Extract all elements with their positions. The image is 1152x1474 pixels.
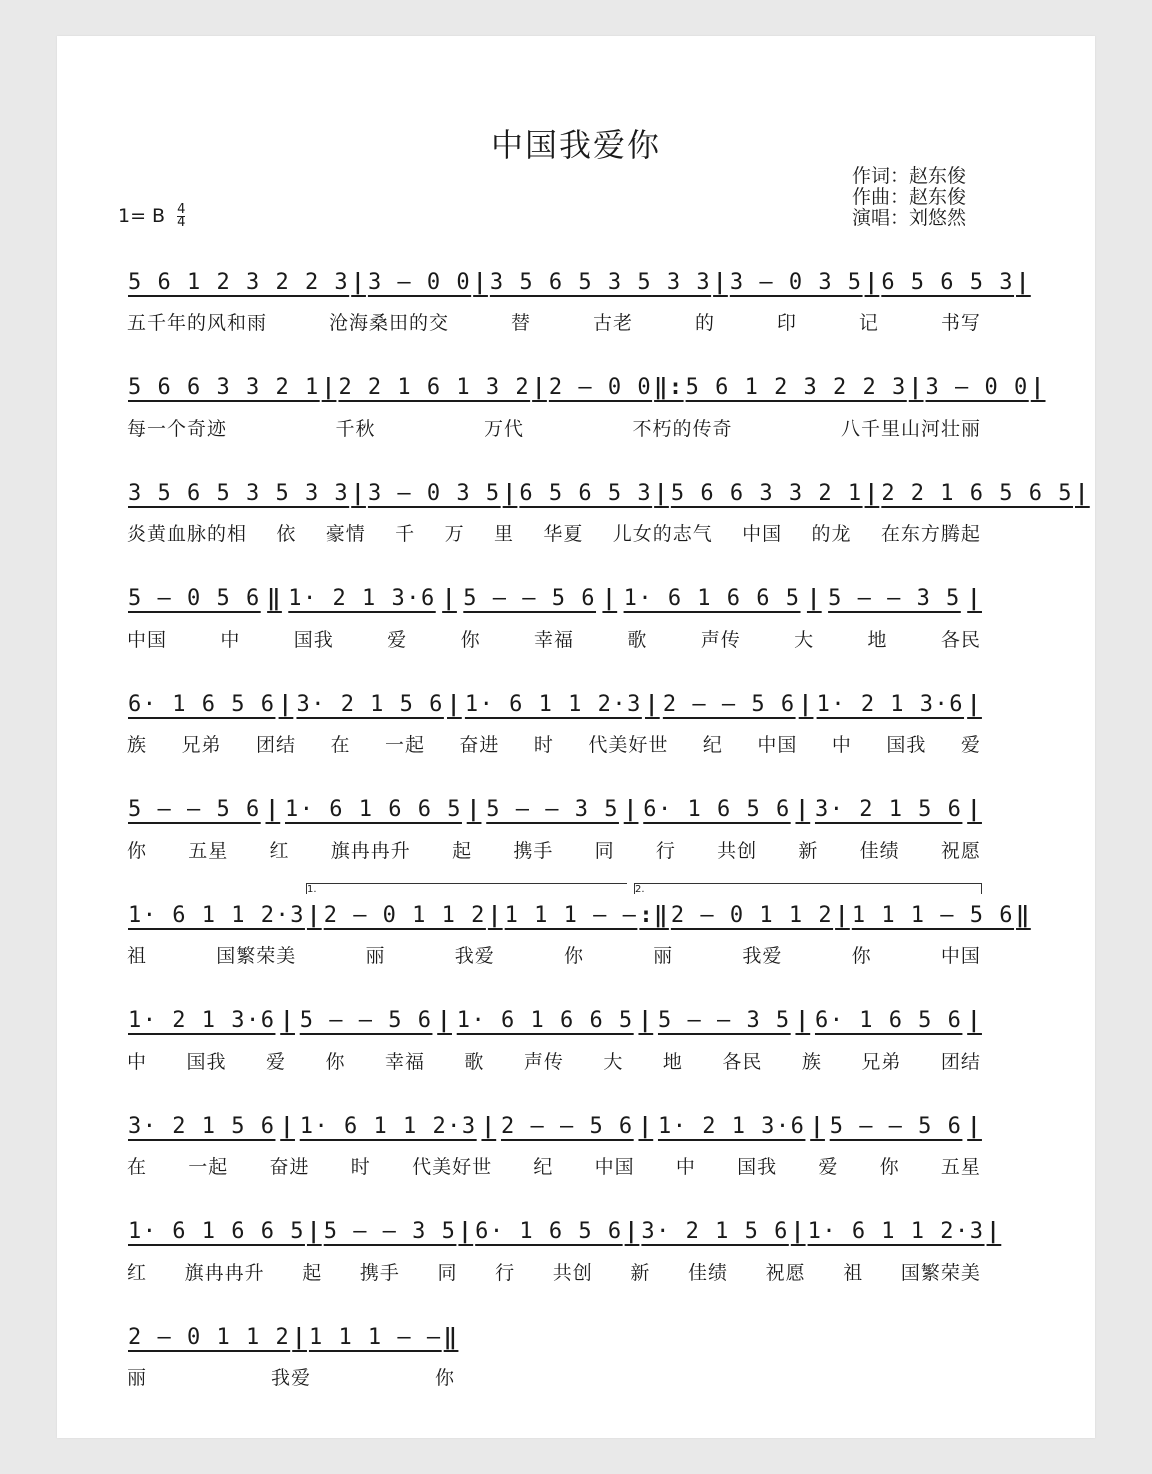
lyric-word: 祝愿 — [940, 839, 981, 862]
measure-notes: 6· 1 6 5 6 — [475, 1219, 623, 1244]
measure-notes: 3· 2 1 5 6 — [814, 797, 963, 822]
measure-notes: 3 – 0 3 5 — [367, 480, 501, 506]
lyric-word: 代美好世 — [412, 1156, 493, 1178]
measure-notes: 5 – – 5 6 — [299, 1008, 433, 1033]
lyric-word: 依 — [276, 523, 297, 545]
lyric-word: 儿女的志气 — [612, 523, 713, 545]
barline: | — [278, 691, 294, 717]
lyric-word: 万代 — [483, 417, 524, 440]
key-label: 1= B — [118, 205, 166, 227]
barline: | — [487, 902, 503, 928]
lyric-word: 歌 — [464, 1050, 485, 1073]
lyric-word: 炎黄血脉的相 — [127, 523, 248, 545]
barline: | — [437, 1008, 452, 1033]
measure-notes: 5 – – 3 5 — [486, 797, 619, 822]
lyric-word: 国我 — [737, 1156, 778, 1178]
lyric-word: 八千里山河壮丽 — [840, 417, 981, 440]
measure-notes: 6· 1 6 5 6 — [128, 691, 276, 717]
lyrics-line — [126, 1363, 456, 1390]
lyric-word: 丽 — [365, 945, 386, 967]
lyric-word: 祖 — [843, 1261, 864, 1284]
lyric-word: 声传 — [523, 1050, 564, 1073]
barline: | — [908, 375, 924, 400]
lyric-word: 幸福 — [533, 628, 574, 651]
lyric-word: 每一个奇迹 — [127, 417, 228, 440]
lyric-word: 一起 — [188, 1156, 229, 1178]
singer-credit: 演唱：刘悠然 — [852, 207, 967, 229]
lyric-word: 奋进 — [269, 1156, 310, 1178]
barline: | — [351, 269, 366, 295]
measure-notes: 1· 6 1 1 2·3 — [807, 1219, 985, 1244]
barline: | — [795, 797, 811, 822]
lyric-word: 祝愿 — [765, 1261, 806, 1284]
measure-notes: 6· 1 6 5 6 — [814, 1008, 963, 1033]
lyric-word: 我爱 — [742, 945, 783, 967]
measure-notes: 1· 6 1 6 6 5 — [285, 797, 462, 822]
lyric-word: 各民 — [940, 628, 981, 651]
barline: | — [967, 797, 982, 822]
barline: | — [532, 375, 547, 400]
lyric-word: 代美好世 — [588, 734, 669, 756]
lyric-word: 大 — [603, 1050, 624, 1073]
barline: | — [458, 1219, 474, 1244]
lyrics-line — [126, 414, 982, 441]
lyric-word: 丽 — [653, 945, 674, 967]
lyric-word: 携手 — [513, 839, 554, 862]
measure-notes: 5 6 1 2 3 2 2 3 — [685, 375, 907, 400]
lyric-word: 你 — [879, 1156, 900, 1178]
lyric-word: 五星 — [188, 839, 229, 862]
barline: | — [624, 1219, 640, 1244]
lyric-word: 地 — [662, 1050, 683, 1073]
lyric-word: 起 — [302, 1261, 323, 1284]
measure-notes: 1 1 1 – – — [504, 902, 638, 928]
barline: | — [602, 586, 618, 611]
barline: | — [795, 1008, 811, 1033]
barline: | — [654, 480, 669, 506]
lyric-word: 佳绩 — [688, 1261, 729, 1284]
lyric-word: 声传 — [700, 628, 741, 651]
lyric-word: 各民 — [722, 1050, 763, 1073]
lyrics-line — [126, 941, 982, 968]
barline: | — [280, 1113, 295, 1139]
score-system-6 — [126, 790, 982, 870]
lyric-word: 旗冉冉升 — [184, 1261, 265, 1284]
measure-notes: 5 – – 5 6 — [463, 586, 597, 611]
lyric-word: 中国 — [940, 945, 981, 967]
lyric-word: 你 — [851, 945, 872, 967]
lyrics-line — [126, 730, 982, 757]
lyric-word: 国我 — [293, 628, 334, 651]
measure-notes: 2 – – 5 6 — [500, 1113, 634, 1139]
score-system-7 — [126, 884, 1031, 975]
notation-line — [126, 1317, 459, 1357]
lyric-word: 在 — [330, 734, 351, 756]
lyric-word: 书写 — [940, 312, 981, 334]
lyric-word: 国我 — [886, 734, 927, 756]
measure-notes: 3 – 0 0 — [925, 375, 1029, 400]
measure-notes: 2 – 0 1 1 2 — [128, 1324, 291, 1350]
composer-credit: 作曲：赵东俊 — [852, 186, 967, 208]
notation-line — [126, 790, 982, 830]
lyric-word: 兄弟 — [181, 734, 222, 756]
barline: | — [1016, 269, 1031, 295]
notation-line — [126, 1106, 982, 1146]
measure-notes: 1· 2 1 3·6 — [128, 1008, 276, 1033]
lyric-word: 沧海桑田的交 — [328, 312, 449, 334]
lyric-word: 共创 — [717, 839, 758, 862]
lyric-word: 在东方腾起 — [880, 523, 981, 545]
lyric-word: 行 — [655, 839, 676, 862]
notation-line — [126, 473, 1090, 513]
measure-notes: 5 – – 3 5 — [323, 1219, 457, 1244]
lyric-word: 兄弟 — [861, 1050, 902, 1073]
lyric-word: 替 — [510, 312, 531, 334]
barline: | — [810, 1113, 825, 1139]
lyric-word: 中 — [831, 734, 852, 756]
barline: | — [864, 480, 880, 506]
measure-notes: 5 – – 3 5 — [657, 1008, 791, 1033]
lyric-word: 团结 — [940, 1050, 981, 1073]
lyric-word: 古老 — [592, 312, 633, 334]
lyric-word: 同 — [437, 1261, 458, 1284]
measure-notes: 6· 1 6 5 6 — [643, 797, 791, 822]
measure-notes: 3· 2 1 5 6 — [128, 1113, 276, 1139]
barline: | — [481, 1113, 497, 1139]
measure-notes: 1· 6 1 6 6 5 — [128, 1219, 305, 1244]
lyric-word: 不朽的传奇 — [632, 417, 733, 440]
barline: | — [986, 1219, 1002, 1244]
lyric-word: 爱 — [818, 1156, 839, 1178]
notation-line — [126, 684, 982, 724]
lyric-word: 爱 — [960, 734, 981, 756]
barline: | — [967, 1113, 982, 1139]
score-system-4 — [126, 579, 982, 659]
lyric-word: 起 — [452, 839, 473, 862]
measure-notes: 3 5 6 5 3 5 3 3 — [128, 480, 350, 506]
lyric-word: 你 — [325, 1050, 346, 1073]
lyric-word: 时 — [533, 734, 554, 756]
barline: | — [638, 1113, 654, 1139]
lyric-word: 旗冉冉升 — [330, 839, 411, 862]
barline: | — [1030, 375, 1046, 400]
barline: | — [806, 586, 822, 611]
barline: | — [265, 797, 281, 822]
lyric-word: 五千年的风和雨 — [127, 312, 268, 334]
measure-notes: 2 – 0 1 1 2 — [670, 902, 834, 928]
lyric-word: 的 — [694, 312, 715, 334]
notation-line — [126, 579, 982, 619]
lyric-word: 在 — [127, 1156, 148, 1178]
measure-notes: 2 2 1 6 5 6 5 — [881, 480, 1073, 506]
lyric-word: 中国 — [594, 1156, 635, 1178]
measure-notes: 1· 2 1 3·6 — [288, 586, 436, 611]
measure-notes: 5 6 6 3 3 2 1 — [128, 375, 320, 400]
lyrics-line — [126, 308, 982, 335]
key-signature — [118, 204, 185, 229]
lyric-word: 华夏 — [543, 523, 584, 545]
lyrics-line — [126, 625, 982, 652]
score-system-9 — [126, 1106, 982, 1186]
lyric-word: 印 — [776, 312, 797, 334]
lyric-word: 地 — [867, 628, 888, 651]
measure-notes: 3· 2 1 5 6 — [641, 1219, 789, 1244]
lyric-word: 中 — [220, 628, 241, 651]
credits — [852, 166, 966, 229]
notation-line — [126, 1212, 1002, 1252]
measure-notes: 2 – – 5 6 — [662, 691, 796, 717]
lyric-word: 同 — [594, 839, 615, 862]
score-system-10 — [126, 1212, 1002, 1292]
measure-notes: 3 – 0 0 — [367, 269, 472, 295]
lyric-word: 中国 — [742, 523, 783, 545]
first-ending-bracket: 1. — [306, 883, 627, 894]
lyric-word: 行 — [495, 1261, 516, 1284]
lyric-word: 新 — [630, 1261, 651, 1284]
barline: | — [473, 269, 488, 295]
measure-notes: 1· 6 1 6 6 5 — [623, 586, 801, 611]
lyrics-line — [126, 1258, 982, 1285]
barline: | — [623, 797, 639, 822]
lyric-word: 歌 — [627, 628, 648, 651]
score-system-2 — [126, 368, 1046, 448]
measure-notes: 1· 6 1 6 6 5 — [456, 1008, 634, 1033]
barline: ‖ — [1016, 902, 1031, 928]
measure-notes: 1· 2 1 3·6 — [657, 1113, 806, 1139]
measure-notes: 1· 2 1 3·6 — [816, 691, 965, 717]
measure-notes: 5 – – 5 6 — [128, 797, 261, 822]
lyrics-line — [126, 519, 982, 546]
barline: | — [280, 1008, 295, 1033]
lyric-word: 你 — [563, 945, 584, 967]
lyrics-line — [126, 1152, 982, 1179]
notation-line — [126, 368, 1046, 408]
measure-notes: 5 – – 3 5 — [828, 586, 961, 611]
lyric-word: 你 — [434, 1367, 455, 1389]
lyric-word: 千 — [395, 523, 416, 545]
lyric-word: 纪 — [702, 734, 723, 756]
time-signature — [177, 204, 185, 229]
barline: ‖ — [443, 1324, 459, 1350]
notation-line — [126, 895, 1031, 935]
lyric-word: 族 — [127, 734, 148, 756]
lyric-word: 新 — [798, 839, 819, 862]
lyric-word: 一起 — [384, 734, 425, 756]
measure-notes: 5 6 1 2 3 2 2 3 — [128, 269, 350, 295]
lyric-word: 携手 — [359, 1261, 400, 1284]
measure-notes: 2 – 0 0 — [548, 375, 653, 400]
time-signature-bottom: 4 — [177, 215, 186, 230]
measure-notes: 5 – – 5 6 — [829, 1113, 963, 1139]
measure-notes: 1· 6 1 1 2·3 — [299, 1113, 477, 1139]
barline: | — [638, 1008, 654, 1033]
measure-notes: 3 – 0 3 5 — [729, 269, 863, 295]
measure-notes: 1· 6 1 1 2·3 — [464, 691, 642, 717]
barline: | — [967, 586, 982, 611]
lyric-word: 时 — [350, 1156, 371, 1178]
lyric-word: 团结 — [255, 734, 296, 756]
lyric-word: 五星 — [940, 1156, 981, 1178]
lyric-word: 中 — [127, 1050, 148, 1073]
barline: | — [790, 1219, 806, 1244]
lyric-word: 万 — [444, 523, 465, 545]
measure-notes: 2 – 0 1 1 2 — [323, 902, 486, 928]
lyric-word: 幸福 — [384, 1050, 425, 1073]
lyric-word: 爱 — [265, 1050, 286, 1073]
barline: | — [502, 480, 518, 506]
score-system-8 — [126, 1001, 982, 1081]
lyric-word: 国我 — [186, 1050, 227, 1073]
barline: | — [321, 375, 337, 400]
lyric-word: 祖 — [127, 945, 148, 967]
lyric-word: 的龙 — [811, 523, 852, 545]
barline: | — [447, 691, 462, 717]
lyric-word: 中国 — [757, 734, 798, 756]
score-system-5 — [126, 684, 982, 764]
lyric-word: 你 — [127, 839, 148, 862]
lyric-word: 中 — [675, 1156, 696, 1178]
measure-notes: 5 6 6 3 3 2 1 — [670, 480, 863, 506]
measure-notes: 3· 2 1 5 6 — [296, 691, 444, 717]
barline: | — [442, 586, 457, 611]
lyric-word: 红 — [269, 839, 290, 862]
measure-notes: 1 1 1 – 5 6 — [851, 902, 1015, 928]
score-system-1 — [126, 262, 1031, 342]
lyric-word: 奋进 — [459, 734, 500, 756]
score-system-3 — [126, 473, 1090, 553]
measure-notes: 1 1 1 – – — [308, 1324, 442, 1350]
barline: | — [644, 691, 660, 717]
barline: | — [864, 269, 880, 295]
lyric-word: 记 — [858, 312, 879, 334]
lyric-word: 里 — [493, 523, 514, 545]
lyric-word: 我爱 — [270, 1367, 311, 1389]
lyric-word: 红 — [127, 1261, 148, 1284]
lyric-word: 豪情 — [325, 523, 366, 545]
lyric-word: 纪 — [533, 1156, 554, 1178]
barline: ‖: — [654, 375, 684, 400]
barline: | — [967, 691, 982, 717]
notation-line — [126, 1001, 982, 1041]
barline: | — [466, 797, 482, 822]
barline: | — [1075, 480, 1090, 506]
second-ending-bracket: 2. — [634, 883, 982, 894]
measure-notes: 6 5 6 5 3 — [881, 269, 1015, 295]
score-system-11 — [126, 1317, 459, 1397]
lyricist-credit: 作词：赵东俊 — [852, 165, 967, 187]
measure-notes: 2 2 1 6 1 3 2 — [338, 375, 531, 400]
lyric-word: 国繁荣美 — [216, 945, 297, 967]
barline: | — [713, 269, 728, 295]
barline: | — [306, 1219, 322, 1244]
measure-notes: 1· 6 1 1 2·3 — [128, 902, 305, 928]
barline: | — [798, 691, 814, 717]
barline: :‖ — [639, 902, 669, 928]
barline: | — [967, 1008, 982, 1033]
lyric-word: 丽 — [127, 1367, 148, 1389]
lyric-word: 共创 — [552, 1261, 593, 1284]
lyric-word: 千秋 — [335, 417, 376, 440]
measure-notes: 5 – 0 5 6 — [128, 586, 261, 611]
lyric-word: 大 — [794, 628, 815, 651]
measure-notes: 6 5 6 5 3 — [519, 480, 653, 506]
lyric-word: 佳绩 — [859, 839, 900, 862]
song-title: 中国我爱你 — [490, 126, 661, 164]
barline: | — [306, 902, 322, 928]
measure-notes: 3 5 6 5 3 5 3 3 — [489, 269, 712, 295]
lyrics-line — [126, 1047, 982, 1074]
barline: ‖ — [267, 586, 282, 611]
lyric-word: 族 — [801, 1050, 822, 1073]
lyric-word: 我爱 — [454, 945, 495, 967]
notation-line — [126, 262, 1031, 302]
lyric-word: 中国 — [127, 628, 168, 651]
lyric-word: 国繁荣美 — [900, 1261, 981, 1284]
lyric-word: 爱 — [387, 628, 408, 651]
time-signature-top: 4 — [177, 202, 186, 217]
barline: | — [835, 902, 850, 928]
lyrics-line — [126, 836, 982, 863]
barline: | — [292, 1324, 307, 1350]
lyric-word: 你 — [460, 628, 481, 651]
barline: | — [351, 480, 366, 506]
